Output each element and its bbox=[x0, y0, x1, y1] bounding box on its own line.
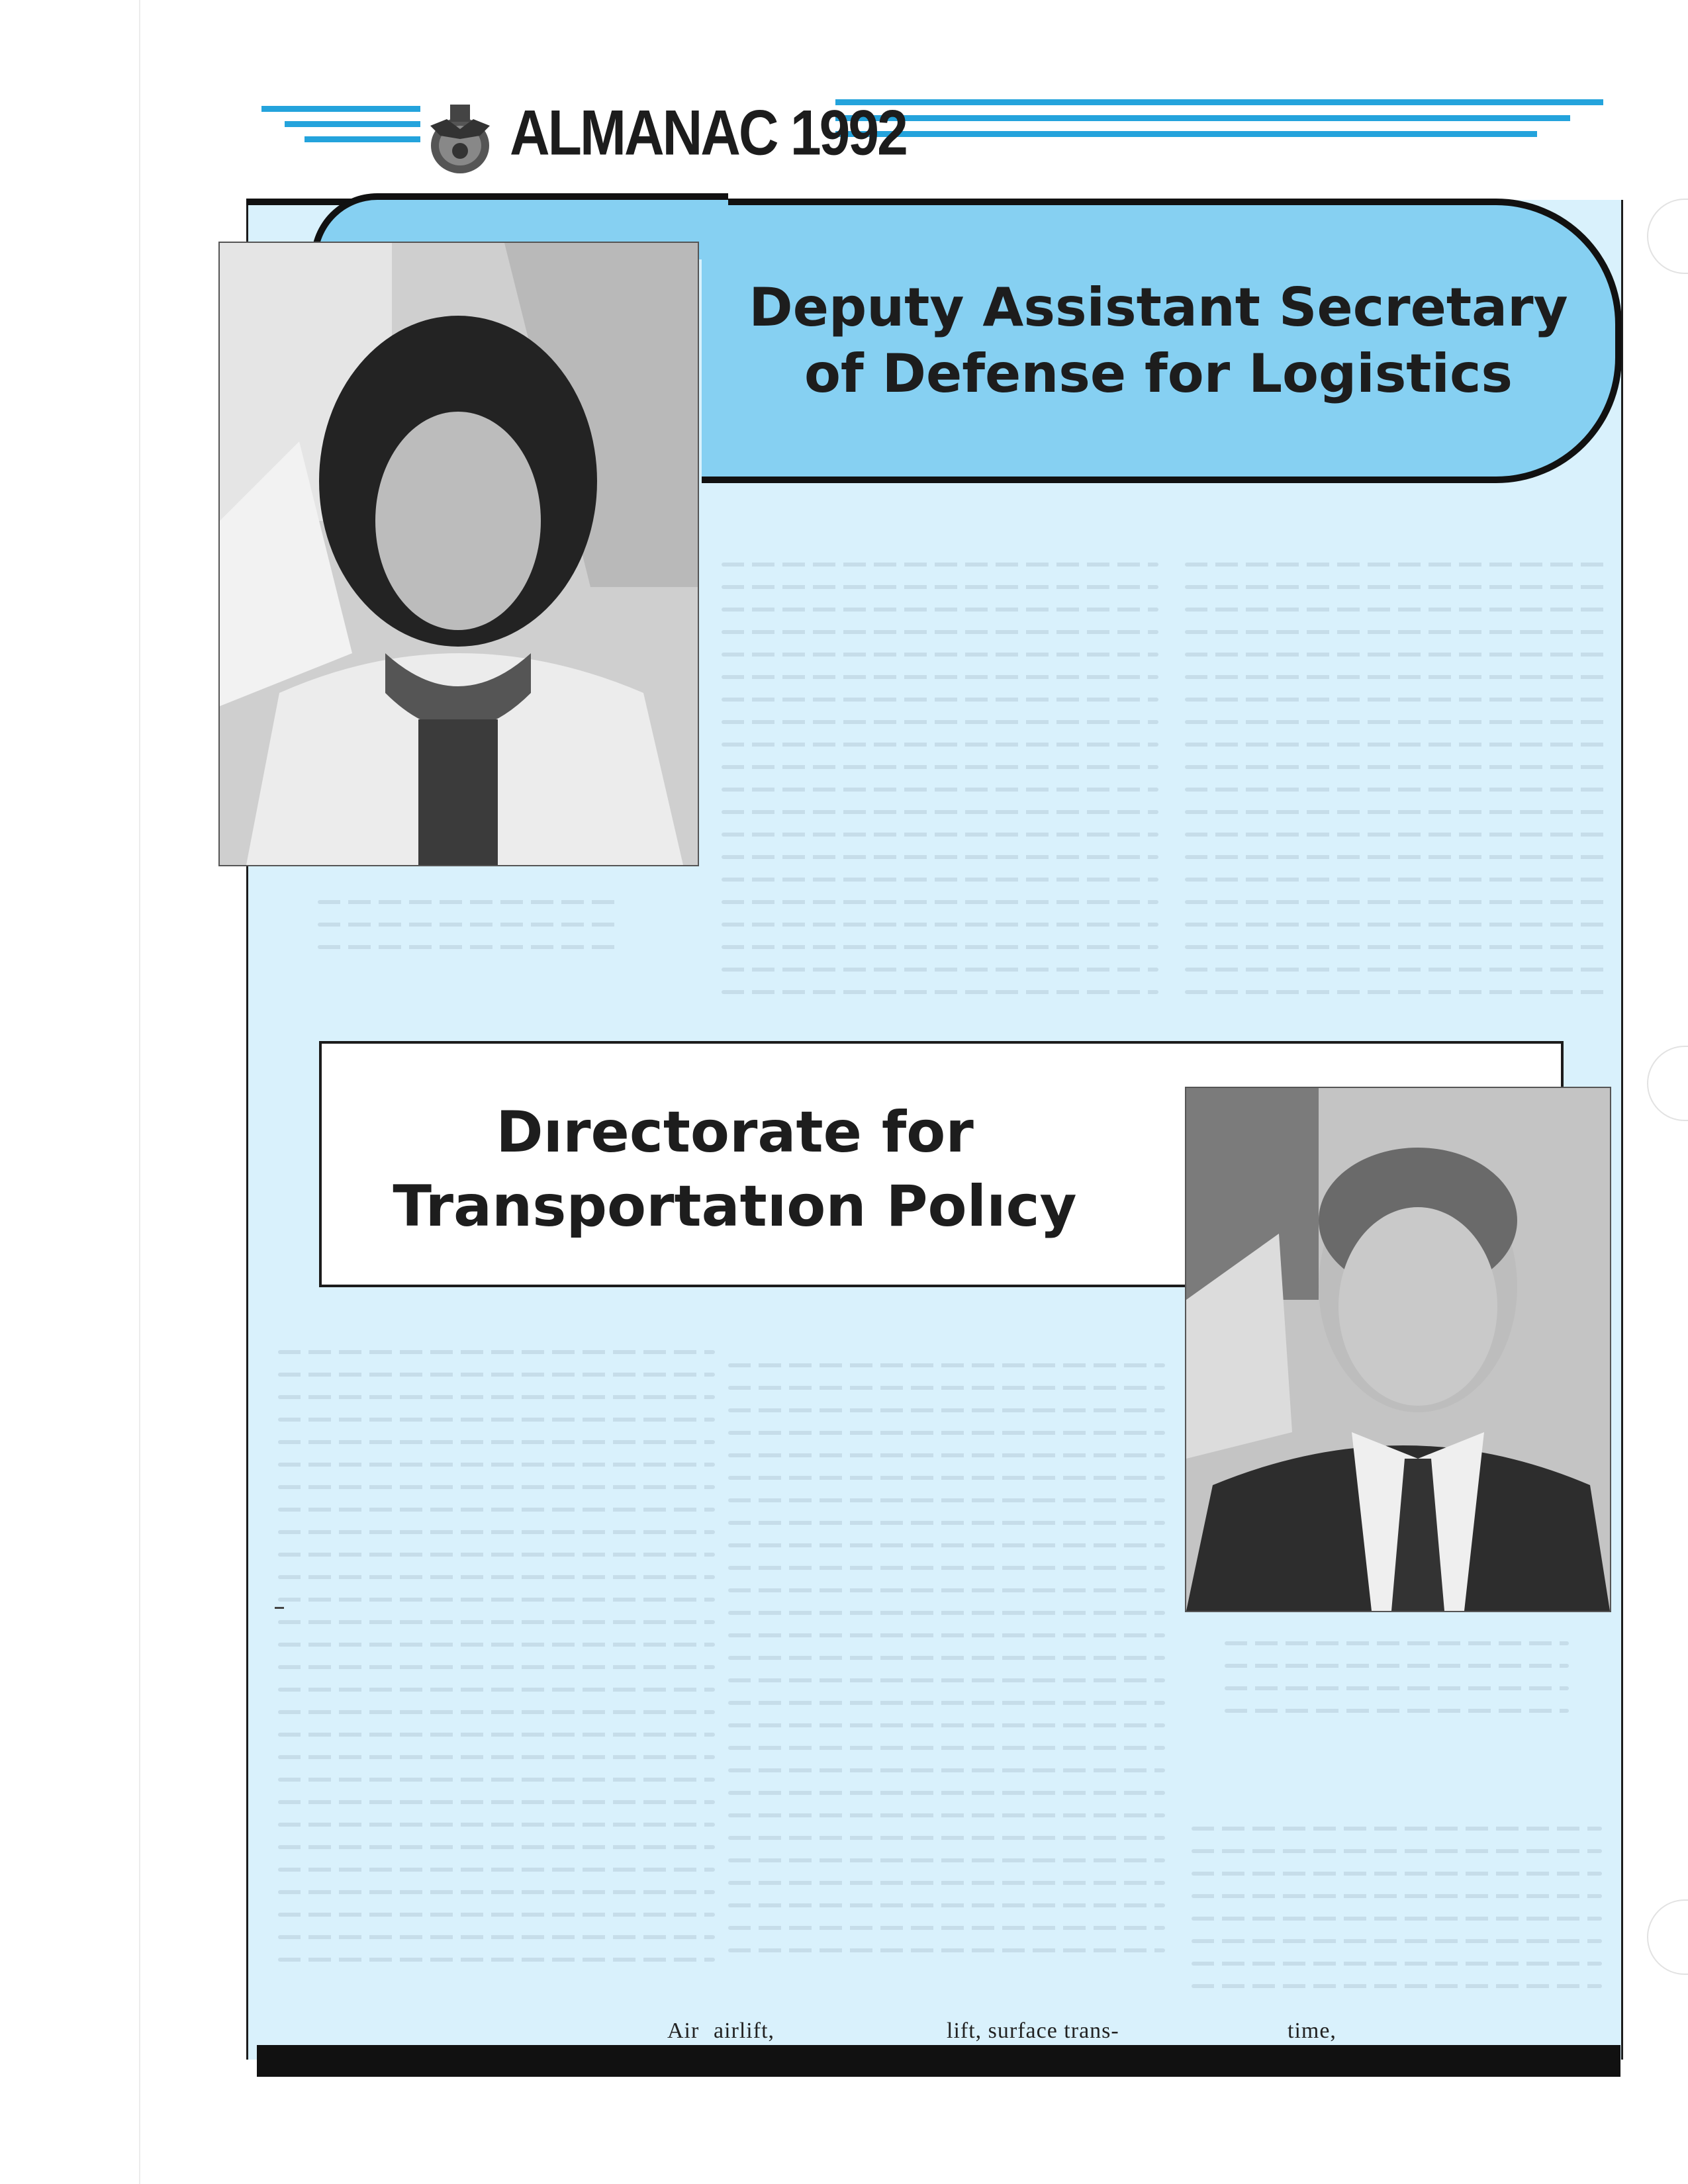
section-2-title-line-2: Transportatıon Polıcy bbox=[393, 1173, 1077, 1240]
footer-word-2: airlift, bbox=[714, 2019, 775, 2043]
bottom-bar bbox=[257, 2045, 1620, 2077]
section-1-body-column-right bbox=[1185, 563, 1609, 1013]
footer-word-4: time, bbox=[1288, 2019, 1336, 2043]
masthead-rule-right-2 bbox=[835, 115, 1570, 121]
binder-hole-bottom bbox=[1647, 1899, 1688, 1975]
masthead-rule-left-2 bbox=[285, 121, 420, 127]
footer-word-1: Air bbox=[667, 2019, 700, 2043]
masthead-rule-right-1 bbox=[835, 99, 1603, 105]
section-1-title-line-2: of Defense for Logistics bbox=[804, 343, 1513, 404]
section-2-title bbox=[344, 1095, 1125, 1244]
portrait-man bbox=[1185, 1087, 1611, 1612]
section-2-body-column-right bbox=[1192, 1827, 1602, 2007]
section-1-body-column-left bbox=[722, 563, 1158, 1013]
masthead-rule-right-3 bbox=[835, 131, 1537, 137]
section-2-body-column-middle bbox=[728, 1363, 1165, 1971]
masthead-rule-left-3 bbox=[305, 136, 420, 142]
section-1-title bbox=[708, 275, 1609, 407]
stray-dash bbox=[275, 1607, 284, 1609]
masthead-rule-left-1 bbox=[261, 106, 420, 112]
section-2-body-column-left bbox=[278, 1350, 715, 1980]
paper-edge bbox=[139, 0, 140, 2184]
portrait-woman bbox=[218, 242, 699, 866]
section-2-title-line-1: Dırectorate for bbox=[496, 1099, 974, 1165]
footer-word-3: lift, surface trans- bbox=[947, 2019, 1119, 2043]
masthead-title: ALMANAC 1992 bbox=[510, 97, 906, 169]
section-1-photo-caption bbox=[318, 900, 622, 968]
binder-hole-top bbox=[1647, 199, 1688, 274]
section-1-title-line-1: Deputy Assistant Secretary bbox=[749, 277, 1568, 338]
eagle-emblem-icon bbox=[424, 99, 496, 179]
binder-hole-middle bbox=[1647, 1046, 1688, 1121]
section-2-photo-caption bbox=[1225, 1641, 1569, 1731]
